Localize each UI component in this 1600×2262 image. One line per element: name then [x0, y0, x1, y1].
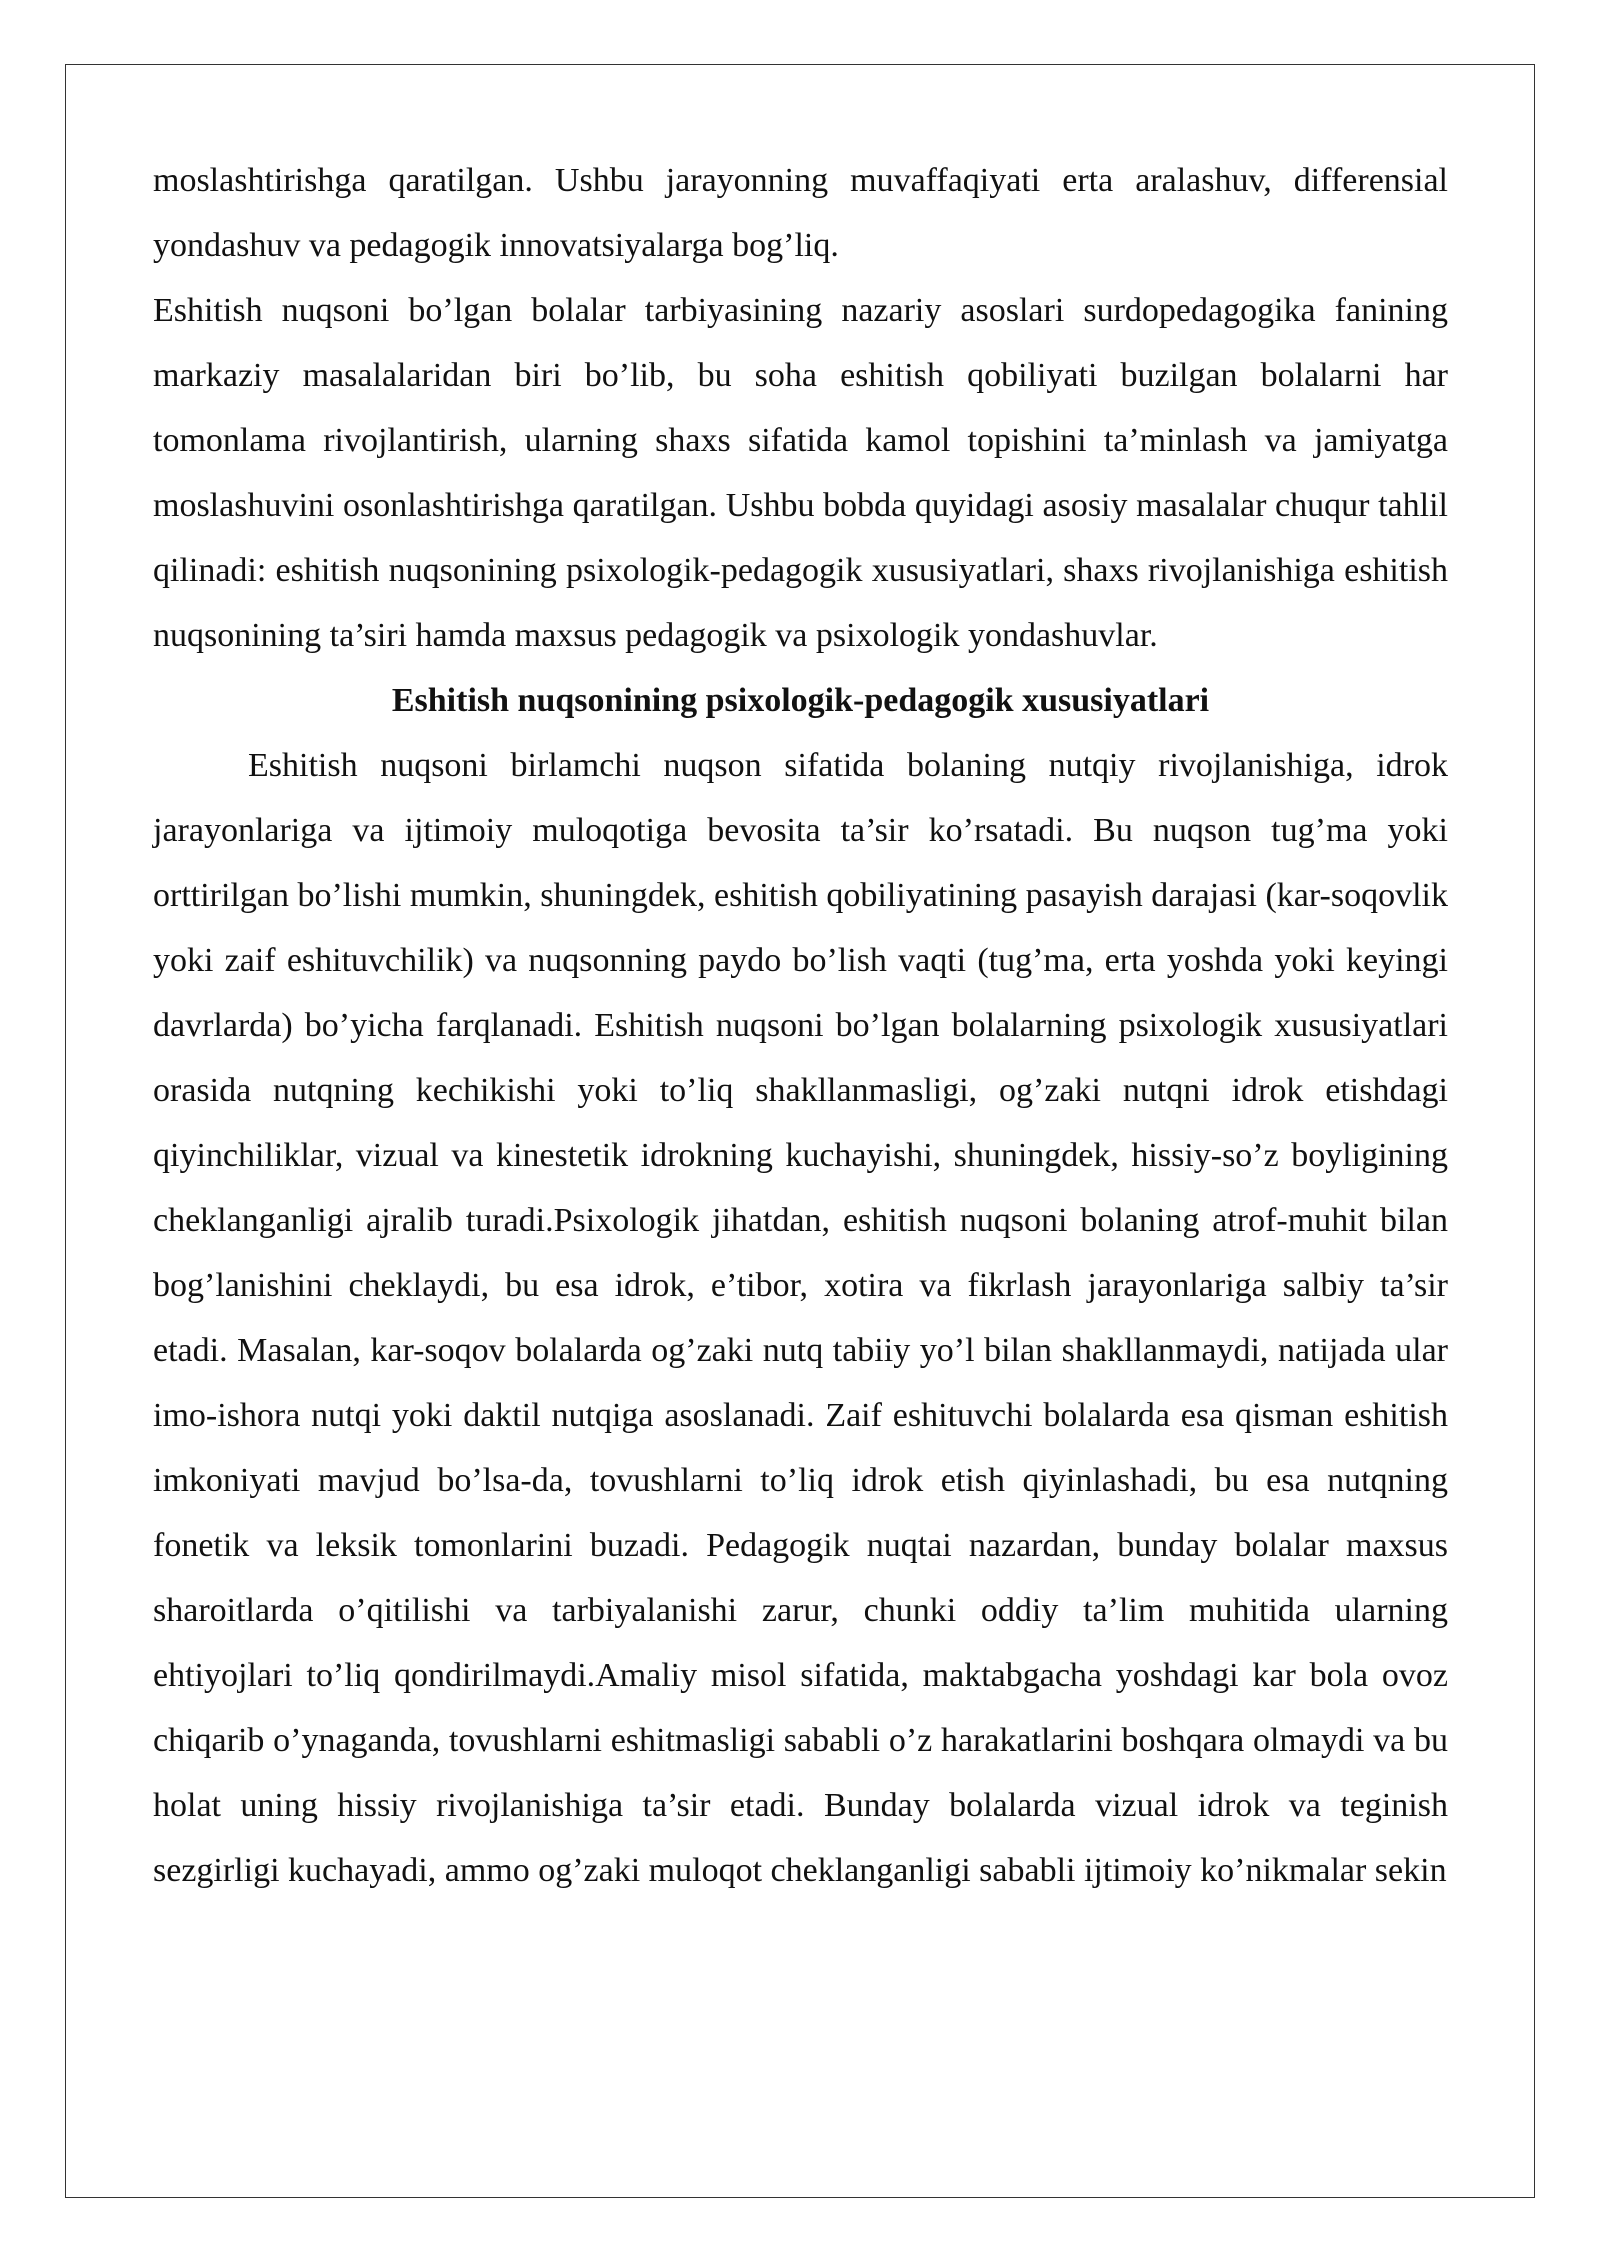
document-body — [153, 148, 1448, 1903]
paragraph-section-body: Eshitish nuqsoni birlamchi nuqson sifatida bolaning nutqiy rivojlanishiga, idrok jarayonlariga va ijtimoiy muloqotiga bevosita ta’sir ko’rsatadi. Bu nuqson tug’ma yoki orttirilgan bo’lishi mumkin, shuningdek, eshitish qobiliyatining pasayish darajasi (kar-soqovlik yoki zaif eshituvchilik) va nuqsonning paydo bo’lish vaqti (tug’ma, erta yoshda yoki keyingi davrlarda) bo’yicha farqlanadi. Eshitish nuqsoni bo’lgan bolalarning psixologik xususiyatlari orasida nutqning kechikishi yoki to’liq shakllanmasligi, og’zaki nutqni idrok etishdagi qiyinchiliklar, vizual va kinestetik idrokning kuchayishi, shuningdek, hissiy-so’z boyligining cheklanganligi ajralib turadi.Psixologik jihatdan, eshitish nuqsoni bolaning atrof-muhit bilan bog’lanishini cheklaydi, bu esa idrok, e’tibor, xotira va fikrlash jarayonlariga salbiy ta’sir etadi. Masalan, kar-soqov bolalarda og’zaki nutq tabiiy yo’l bilan shakllanmaydi, natijada ular imo-ishora nutqi yoki daktil nutqiga asoslanadi. Zaif eshituvchi bolalarda esa qisman eshitish imkoniyati mavjud bo’lsa-da, tovushlarni to’liq idrok etish qiyinlashadi, bu esa nutqning fonetik va leksik tomonlarini buzadi. Pedagogik nuqtai nazardan, bunday bolalar maxsus sharoitlarda o’qitilishi va tarbiyalanishi zarur, chunki oddiy ta’lim muhitida ularning ehtiyojlari to’liq qondirilmaydi.Amaliy misol sifatida, maktabgacha yoshdagi kar bola ovoz chiqarib o’ynaganda, tovushlarni eshitmasligi sababli o’z harakatlarini boshqara olmaydi va bu holat uning hissiy rivojlanishiga ta’sir etadi. Bunday bolalarda vizual idrok va teginish sezgirligi kuchayadi, ammo og’zaki muloqot cheklanganligi sababli ijtimoiy ko’nikmalar sekin — [153, 747, 1448, 1889]
paragraph-intro-continuation: moslashtirishga qaratilgan. Ushbu jarayonning muvaffaqiyati erta aralashuv, differensial yondashuv va pedagogik innovatsiyalarga bog’liq. — [153, 162, 1448, 264]
section-heading: Eshitish nuqsonining psixologik-pedagogik xususiyatlari — [391, 682, 1210, 719]
paragraph-theoretical-foundations: Eshitish nuqsoni bo’lgan bolalar tarbiyasining nazariy asoslari surdopedagogika fanining markaziy masalalaridan biri bo’lib, bu soha eshitish qobiliyati buzilgan bolalarni har tomonlama rivojlantirish, ularning shaxs sifatida kamol topishini ta’minlash va jamiyatga moslashuvini osonlashtirishga qaratilgan. Ushbu bobda quyidagi asosiy masalalar chuqur tahlil qilinadi: eshitish nuqsonining psixologik-pedagogik xususiyatlari, shaxs rivojlanishiga eshitish nuqsonining ta’siri hamda maxsus pedagogik va psixologik yondashuvlar. — [153, 292, 1448, 654]
